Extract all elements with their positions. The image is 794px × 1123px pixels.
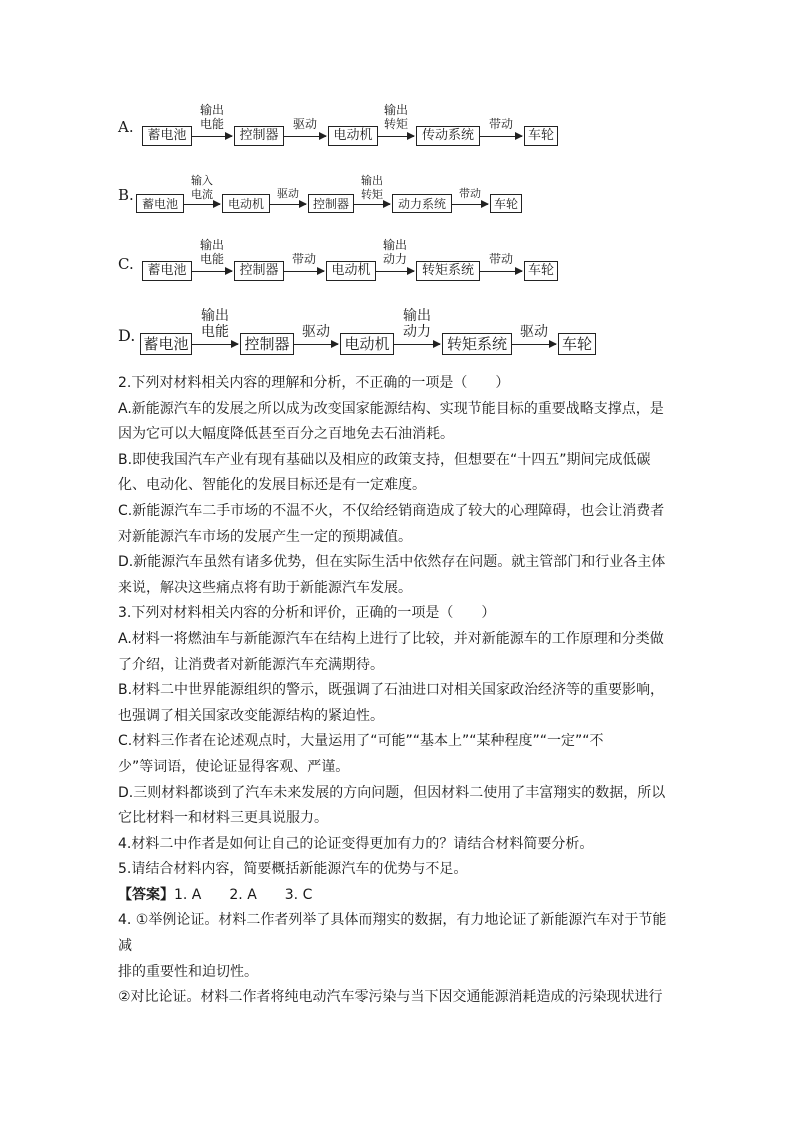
- text-line: ②对比论证。材料二作者将纯电动汽车零污染与当下因交通能源消耗造成的污染现状进行: [118, 989, 663, 1006]
- box-motor: 电动机: [328, 126, 378, 146]
- arrow-label: 带动: [459, 187, 481, 200]
- text-line: 排的重要性和迫切性。: [118, 963, 258, 980]
- text-line: 2.下列对材料相关内容的理解和分析，不正确的一项是（ ）: [118, 375, 510, 391]
- arrow-label: 驱动: [520, 324, 548, 340]
- answer-line: [118, 883, 678, 909]
- box-battery: 蓄电池: [136, 194, 184, 213]
- box-transmission: 传动系统: [416, 126, 480, 146]
- box-controller: 控制器: [234, 261, 284, 281]
- text-line: 因为它可以大幅度降低甚至百分之百地免去石油消耗。: [118, 426, 454, 443]
- arrow-label: 带动: [488, 252, 513, 266]
- arrow: [376, 271, 414, 272]
- arrow-label: 输出 电能: [199, 238, 224, 266]
- option-letter: B.: [118, 186, 134, 204]
- box-battery: 蓄电池: [142, 261, 192, 281]
- arrow-label: 输出 动力: [403, 308, 431, 340]
- text-line: 化、电动化、智能化的发展目标还是有一定难度。: [118, 477, 426, 494]
- text-line: A.新能源汽车的发展之所以成为改变国家能源结构、实现节能目标的重要战略支撑点，是: [118, 400, 664, 417]
- arrow-label: 带动: [291, 252, 316, 266]
- text-line: D.新能源汽车虽然有诸多优势，但在实际生活中依然存在问题。就主管部门和行业各主体: [118, 554, 666, 571]
- arrow: [394, 344, 440, 345]
- box-battery: 蓄电池: [142, 126, 192, 146]
- box-torque-system: 转矩系统: [416, 261, 480, 281]
- arrow-label: 输出 电能: [201, 308, 229, 340]
- question-text: [118, 371, 678, 1011]
- text-line: C.新能源汽车二手市场的不温不火，不仅给经销商造成了较大的心理障碍，也会让消费者: [118, 502, 665, 519]
- answer-label: 【答案】: [118, 886, 174, 903]
- arrow: [480, 271, 522, 272]
- arrow: [480, 136, 522, 137]
- box-motor: 电动机: [340, 333, 394, 355]
- box-power-system: 动力系统: [392, 194, 452, 213]
- diagram-option-d: [0, 304, 794, 374]
- box-wheel: 车轮: [558, 333, 596, 355]
- box-battery: 蓄电池: [140, 333, 192, 355]
- arrow: [192, 136, 232, 137]
- arrow: [270, 204, 306, 205]
- diagram-option-a: [0, 100, 794, 170]
- diagram-option-b: [0, 170, 794, 240]
- text-line: 4. ①举例论证。材料二作者列举了具体而翔实的数据，有力地论证了新能源汽车对于节能减: [118, 912, 667, 955]
- arrow: [284, 136, 326, 137]
- arrow: [354, 204, 390, 205]
- arrow: [512, 344, 556, 345]
- box-controller: 控制器: [240, 333, 294, 355]
- box-wheel: 车轮: [524, 261, 558, 281]
- arrow-label: 输入 电流: [191, 174, 213, 201]
- arrow-label: 输出 动力: [382, 238, 407, 266]
- text-line: 5.请结合材料内容，简要概括新能源汽车的优势与不足。: [118, 861, 468, 878]
- arrow-label: 驱动: [277, 187, 299, 200]
- answer-values: 1. A 2. A 3. C: [174, 886, 313, 903]
- text-line: 对新能源汽车市场的发展产生一定的预期减值。: [118, 528, 412, 545]
- arrow-label: 驱动: [292, 117, 317, 131]
- arrow-label: 带动: [488, 117, 513, 131]
- text-line: 也强调了相关国家改变能源结构的紧迫性。: [118, 707, 384, 724]
- box-motor: 电动机: [326, 261, 376, 281]
- option-letter: C.: [118, 255, 134, 273]
- box-wheel: 车轮: [524, 126, 558, 146]
- text-line: C.材料三作者在论述观点时，大量运用了“可能”“基本上”“某种程度”“一定”“不: [118, 733, 604, 750]
- arrow: [294, 344, 338, 345]
- arrow: [192, 271, 232, 272]
- box-wheel: 车轮: [490, 194, 522, 213]
- arrow: [184, 204, 220, 205]
- arrow-label: 输出 转矩: [361, 174, 383, 201]
- text-line: 少”等词语，使论证显得客观、严谨。: [118, 758, 350, 775]
- arrow-label: 输出 转矩: [383, 103, 408, 131]
- arrow-label: 驱动: [302, 324, 330, 340]
- box-motor: 电动机: [222, 194, 270, 213]
- text-line: 了介绍，让消费者对新能源汽车充满期待。: [118, 656, 384, 673]
- box-controller: 控制器: [308, 194, 354, 213]
- text-line: 4.材料二中作者是如何让自己的论证变得更加有力的？请结合材料简要分析。: [118, 835, 594, 852]
- arrow: [452, 204, 488, 205]
- option-letter: A.: [118, 118, 134, 136]
- option-letter: D.: [118, 326, 136, 345]
- diagram-option-c: [0, 235, 794, 305]
- text-line: B.材料二中世界能源组织的警示，既强调了石油进口对相关国家政治经济等的重要影响，: [118, 682, 665, 699]
- text-line: A.材料一将燃油车与新能源汽车在结构上进行了比较，并对新能源车的工作原理和分类做: [118, 630, 664, 647]
- arrow: [378, 136, 414, 137]
- text-line: D.三则材料都谈到了汽车未来发展的方向问题，但因材料二使用了丰富翔实的数据，所以: [118, 784, 666, 801]
- text-line: 来说，解决这些痛点将有助于新能源汽车发展。: [118, 579, 412, 596]
- arrow: [192, 344, 238, 345]
- text-line: 它比材料一和材料三更具说服力。: [118, 810, 328, 827]
- arrow: [284, 271, 324, 272]
- arrow-label: 输出 电能: [199, 103, 224, 131]
- text-line: 3.下列对材料相关内容的分析和评价，正确的一项是（ ）: [118, 605, 496, 622]
- text-line: B.即使我国汽车产业有现有基础以及相应的政策支持，但想要在“十四五”期间完成低碳: [118, 451, 651, 468]
- box-torque-system: 转矩系统: [442, 333, 512, 355]
- box-controller: 控制器: [234, 126, 284, 146]
